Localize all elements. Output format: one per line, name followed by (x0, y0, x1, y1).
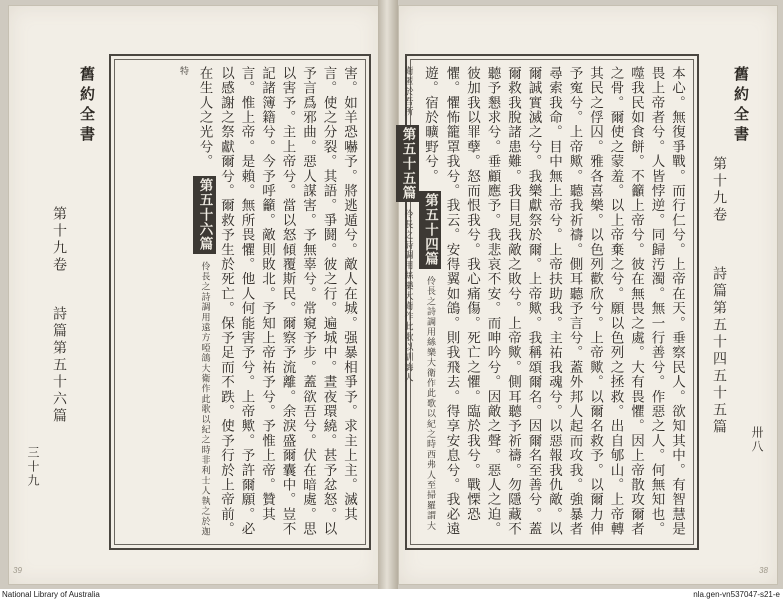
right-section-note-2: 伶長之詩調用絲樂大衛作此歌以訓誨人 (402, 209, 413, 383)
left-pencil-mark: 39 (13, 566, 22, 575)
right-volume: 第十九卷 (711, 156, 727, 224)
right-page (398, 5, 778, 585)
book-gutter (378, 0, 398, 589)
left-text-frame (109, 54, 371, 550)
right-pencil-mark: 38 (759, 566, 768, 575)
left-body-text (121, 66, 359, 538)
footer-item-id: nla.gen-vn537047-s21-e (693, 590, 780, 599)
right-section-title-1: 第五十四篇 (419, 191, 442, 269)
left-page-number: 三十九 (26, 446, 40, 488)
library-footer (0, 589, 783, 600)
right-body: 本心。無復爭戰。而行仁兮。上帝在天。垂察民人。欲知其中。有智慧是畏上帝者兮。人皆悖逆。同歸汚濁。無一行善兮。作惡之人。何無知也。噬我民如食餅。不籲上帝兮。彼在無畏之處。大有畏懼。因上帝散攻爾者之骨。爾使之蒙羞。以上帝棄之兮。願以色列之拯救。出自郇山。上帝轉其民之俘囚。雅各喜樂。以色列歡欣兮。上帝歟。以爾名救予。以爾力伸予寃兮。上帝歟。聽我祈禱。側耳聽予言兮。蓋外邦人起而攻我。強暴者尋索我命。目中無上帝兮。上帝扶助我。主祐我魂兮。以惡報我仇敵。以爾誠實滅之兮。我樂獻祭於爾。上帝歟。我稱頌爾名。因爾名至善兮。蓋爾救我脫諸患難。我目見我敵之敗兮。上帝歟。側耳聽予祈禱。勿隱藏不聽予懇求兮。垂顧應予。我悲哀不安。而呻吟兮。因敵之聲。惡人之迫。彼加我以罪孽。怒而恨我兮。我心痛傷。死亡之懼。臨於我兮。戰慄恐懼。懼怖籠罩我兮。我云。安得翼如鴿。則我飛去。得享安息兮。我必遠遊。宿於曠野兮。 (422, 66, 685, 537)
right-book-title: 舊約全書 (732, 66, 750, 146)
right-section-title-2: 第五十五篇 (396, 125, 419, 203)
right-text-frame (399, 54, 699, 550)
left-chapter-header: 詩篇第五十六篇 (51, 306, 67, 425)
right-section-note-1: 伶長之詩調用絲樂大衛作此歌以紀之時西弗人至掃羅謂大衛匿於吾所 (402, 66, 435, 532)
left-body: 害。如羊恐嚇予。將逃遁兮。敵人在城。强暴相爭予。求主上主。滅其言。使之分裂。其語。爭鬪。彼之行。遍城中。晝夜環繞。甚予忿怒。以予言爲邪曲。惡人謀害。予無辜兮。常窺予步。蓋欲吾兮。伏在暗處。思以害予。主上帝兮。當以怒傾覆斯民。爾察予流離。余淚盛爾囊中。豈不記諸簿籍兮。今予呼籲。敵則敗北。予知上帝祐予兮。予惟上帝。贊其言。惟上帝。是賴。無所畏懼。他人何能害予兮。上帝歟。予許爾願。必以感謝之祭獻爾兮。爾救予生於死亡。保予足而不跌。使予行於上帝前。在生人之光兮。 (196, 66, 357, 537)
footer-library-name: National Library of Australia (2, 590, 100, 599)
left-section-title: 第五十六篇 (193, 176, 216, 254)
right-body-text (399, 66, 687, 538)
left-page (8, 5, 380, 585)
left-book-title: 舊約全書 (78, 66, 96, 146)
right-chapter-header: 詩篇第五十四五十五篇 (711, 266, 727, 436)
left-section-note: 伶長之詩調用遠方啞鴿大衛作此歌以紀之時非利士人執之於迦特 (178, 66, 210, 537)
left-volume: 第十九卷 (51, 206, 67, 274)
right-page-number: 卅八 (750, 426, 764, 454)
